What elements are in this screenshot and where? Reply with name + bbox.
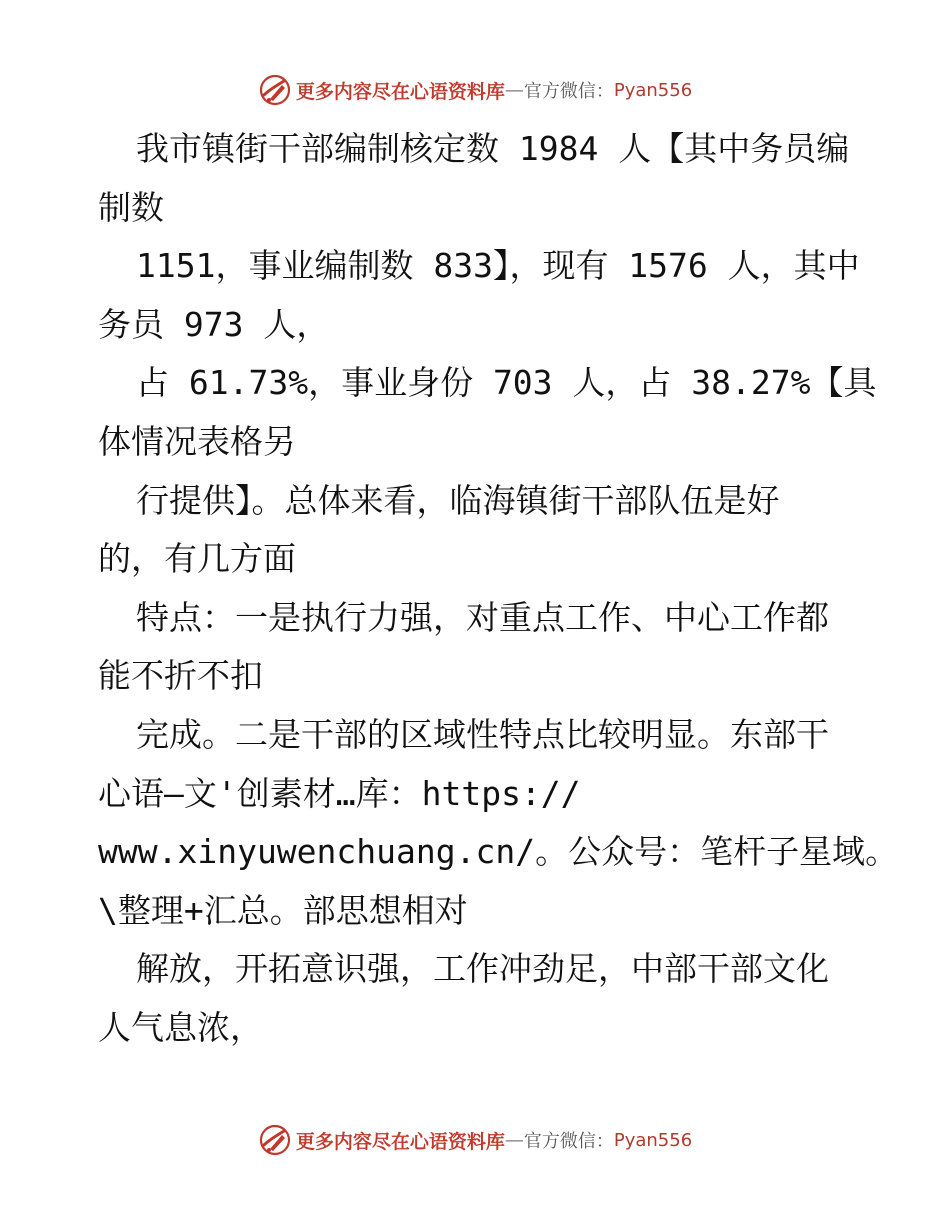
banner-wechat-id: Pyan556 (613, 79, 693, 101)
banner-wechat-id: Pyan556 (613, 1129, 693, 1151)
banner-separator: — (504, 1129, 524, 1151)
banner-separator: — (504, 79, 524, 101)
text-line: 制数 (98, 187, 164, 227)
text-line: 人气息浓， (98, 1007, 263, 1047)
body-text (98, 120, 899, 1058)
text-line: 解放，开拓意识强，工作冲劲足，中部干部文化 (136, 949, 829, 989)
text-line: 特点：一是执行力强，对重点工作、中心工作都 (136, 597, 829, 637)
text-line: 占 61.73%，事业身份 703 人，占 38.27%【具 (136, 363, 877, 403)
text-line: 务员 973 人， (98, 304, 330, 344)
banner-main-text: 更多内容尽在心语资料库 (295, 80, 505, 103)
footer-banner (0, 1120, 950, 1160)
text-line: \整理+汇总。部思想相对 (98, 890, 468, 930)
text-line: 体情况表格另 (98, 421, 296, 461)
text-line: 的，有几方面 (98, 539, 296, 579)
text-line: 行提供】。总体来看，临海镇街干部队伍是好 (136, 480, 780, 520)
text-line: 我市镇街干部编制核定数 1984 人【其中务员编 (136, 129, 850, 168)
header-banner (0, 70, 950, 110)
text-line: 完成。二是干部的区域性特点比较明显。东部干 (136, 714, 829, 754)
brush-pen-logo-icon (258, 73, 292, 107)
text-line: 心语—文'创素材…库：https:// (98, 773, 581, 813)
text-line: www.xinyuwenchuang.cn/。公众号：笔杆子星域。 (98, 832, 899, 872)
banner-wechat-label: 官方微信： (523, 81, 614, 102)
banner-main-text: 更多内容尽在心语资料库 (295, 1130, 505, 1153)
banner-wechat-label: 官方微信： (523, 1131, 614, 1152)
text-line: 能不折不扣 (98, 656, 263, 696)
brush-pen-logo-icon (258, 1123, 292, 1157)
text-line: 1151，事业编制数 833】，现有 1576 人，其中 (136, 246, 860, 286)
